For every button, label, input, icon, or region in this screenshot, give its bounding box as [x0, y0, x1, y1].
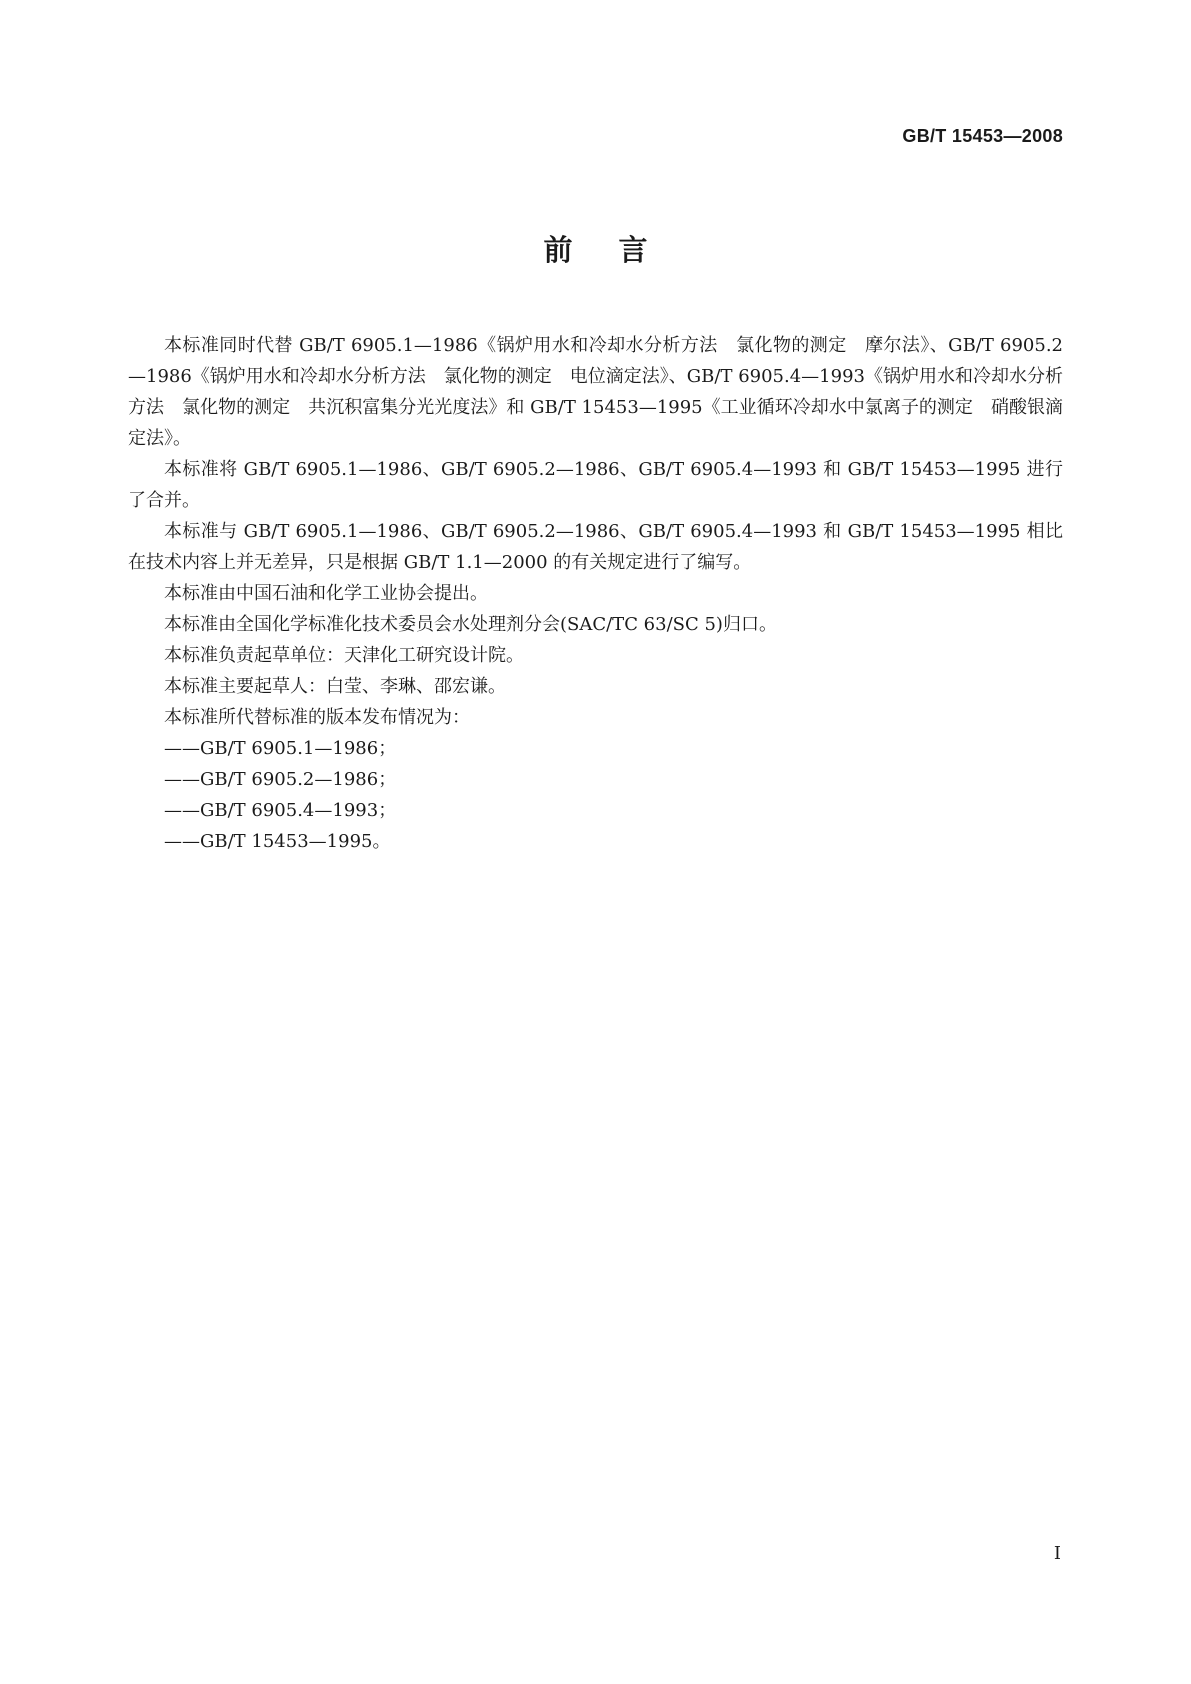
- replaced-versions-list: [128, 733, 1063, 857]
- page-title: 前言: [543, 233, 694, 267]
- paragraph-comparison: 本标准与 GB/T 6905.1—1986、GB/T 6905.2—1986、GB/T 6905.4—1993 和 GB/T 15453—1995 相比在技术内容上并无差异，只是根据 GB/T 1.1—2000 的有关规定进行了编写。: [128, 521, 1064, 573]
- foreword-body: [128, 330, 1063, 857]
- paragraph-drafters: 本标准主要起草人：白莹、李琳、邵宏谦。: [164, 676, 506, 697]
- paragraph-proposer: 本标准由中国石油和化学工业协会提出。: [164, 583, 488, 604]
- paragraph-replacement: 本标准同时代替 GB/T 6905.1—1986《锅炉用水和冷却水分析方法 氯化物的测定 摩尔法》、GB/T 6905.2—1986《锅炉用水和冷却水分析方法 氯化物的测定 电位滴定法》、GB/T 6905.4—1993《锅炉用水和冷却水分析方法 氯化物的测定 共沉积富集分光光度法》和 GB/T 15453—1995《工业循环冷却水中氯离子的测定 硝酸银滴定法》。: [128, 335, 1063, 449]
- paragraph-drafting-unit: 本标准负责起草单位：天津化工研究设计院。: [164, 645, 524, 666]
- standard-code: GB/T 15453—2008: [902, 126, 1063, 146]
- list-item: ——GB/T 6905.4—1993；: [164, 800, 397, 821]
- paragraph-version-history-intro: 本标准所代替标准的版本发布情况为：: [164, 707, 470, 728]
- list-item: ——GB/T 15453—1995。: [164, 831, 391, 852]
- paragraph-administrator: 本标准由全国化学标准化技术委员会水处理剂分会(SAC/TC 63/SC 5)归口。: [164, 614, 777, 635]
- page-number: I: [1053, 1543, 1061, 1564]
- list-item: ——GB/T 6905.1—1986；: [164, 738, 397, 759]
- paragraph-merge: 本标准将 GB/T 6905.1—1986、GB/T 6905.2—1986、GB/T 6905.4—1993 和 GB/T 15453—1995 进行了合并。: [128, 459, 1064, 511]
- list-item: ——GB/T 6905.2—1986；: [164, 769, 397, 790]
